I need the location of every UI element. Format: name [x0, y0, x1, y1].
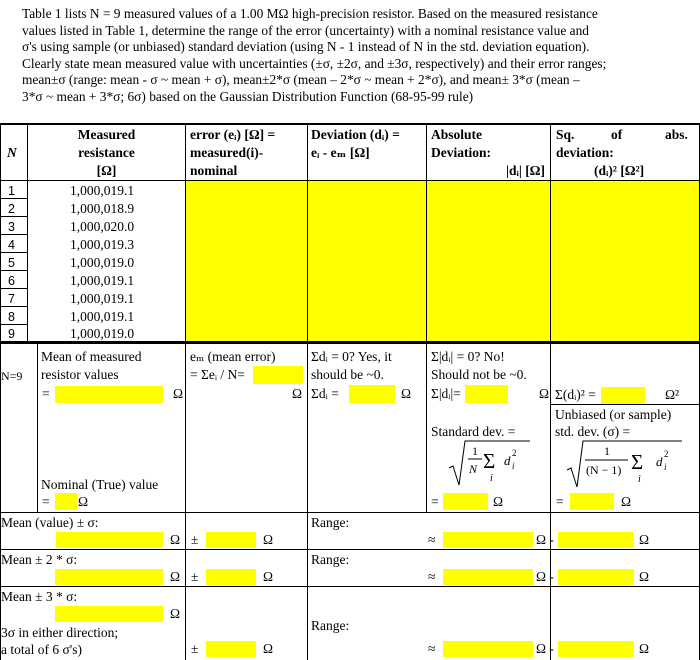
mean-label: resistor values [41, 367, 119, 382]
range-low-1-input[interactable] [443, 532, 533, 548]
col-header-sq-e: (dᵢ)² [Ω²] [594, 163, 645, 178]
2sigma-input[interactable] [206, 569, 256, 585]
ohm-dash: Ω - [536, 641, 554, 656]
formula-sub-i: i [664, 462, 667, 472]
approx-sign: ≈ [428, 641, 436, 656]
ohm-unit: Ω [170, 569, 181, 584]
rule [0, 123, 1, 660]
abs-deviation-cells[interactable] [427, 180, 550, 341]
rule [0, 586, 700, 587]
col-header-deviation [311, 127, 400, 161]
sum-d-label: Σdᵢ = 0? Yes, it [311, 349, 392, 364]
intro-line: values listed in Table 1, determine the range of the error (uncertainty) with a nominal resistance value and [22, 22, 589, 38]
formula-sub-i: i [512, 461, 515, 471]
rule [185, 123, 186, 660]
col-header-absolute [431, 127, 545, 179]
error-cells[interactable] [186, 180, 307, 341]
measurement-table [0, 123, 700, 660]
measured-value: 1,000,019.0 [70, 326, 135, 341]
range-high-1-input[interactable] [558, 532, 634, 548]
intro-line: mean±σ (range: mean - σ ~ mean + σ), mean±2*σ (mean – 2*σ ~ mean + 2*σ), and mean± 3*σ (mean – [22, 72, 580, 88]
intro-line: Clearly state mean measured value with uncertainties (±σ, ±2σ, and ±3σ, respectively) and their error ranges; [22, 55, 607, 71]
rule [37, 341, 38, 512]
sum-abs-d-input[interactable] [465, 385, 508, 403]
rule [0, 512, 700, 513]
col-header-sq-b: of [611, 127, 623, 142]
range-3-note: 3σ in either direction; [1, 625, 119, 640]
ohm-unit: Ω [78, 494, 89, 509]
col-header-line: Deviation (dᵢ) = [311, 127, 400, 142]
row-index: 5 [8, 256, 15, 270]
ohm-unit: Ω [263, 569, 274, 584]
mean-label: Mean of measured [41, 349, 142, 364]
ohm-unit: Ω [170, 532, 181, 547]
col-header-line: nominal [190, 163, 238, 178]
3sigma-input[interactable] [206, 641, 256, 657]
range-low-3-input[interactable] [443, 641, 533, 657]
col-header-line: Deviation: [431, 145, 491, 160]
row-index: 7 [8, 292, 15, 306]
ohm-unit: Ω [493, 494, 504, 509]
std-dev-input[interactable] [443, 493, 488, 510]
sample-std-dev-input[interactable] [570, 493, 614, 510]
approx-sign: ≈ [428, 569, 436, 584]
row-index: 8 [8, 310, 15, 324]
col-header-line: |dᵢ| [Ω] [505, 163, 545, 178]
col-header-line: eᵢ - eₘ [Ω] [311, 145, 370, 160]
range-label: Range: [311, 618, 350, 633]
range-label: Range: [311, 515, 350, 530]
ohm-unit: Ω [263, 641, 274, 656]
col-header-line: Measured [77, 127, 136, 142]
range-1-label: Mean (value) ± σ: [1, 515, 99, 530]
formula-sq: 2 [664, 449, 669, 459]
rule [550, 404, 700, 405]
ohm-unit: Ω [263, 532, 274, 547]
formula-num: 1 [472, 444, 478, 458]
row-index: 6 [8, 274, 15, 288]
measured-value: 1,000,020.0 [70, 219, 135, 234]
row-index: 1 [8, 184, 15, 198]
rule [0, 549, 700, 550]
equals-sign: = [431, 494, 439, 509]
measured-value: 1,000,019.1 [70, 273, 135, 288]
col-header-line: Absolute [431, 127, 483, 142]
ohm-unit: Ω [173, 386, 184, 401]
row-index: 2 [8, 202, 15, 216]
mean-error-label: eₘ (mean error) [190, 349, 276, 364]
unbiased-label: Unbiased (or sample) [555, 407, 672, 422]
formula-d: d [504, 453, 511, 468]
range-high-2-input[interactable] [558, 569, 634, 585]
mean-3sigma-input[interactable] [55, 606, 163, 622]
ohm-unit: Ω [401, 386, 412, 401]
range-label: Range: [311, 552, 350, 567]
measured-value: 1,000,019.0 [70, 255, 135, 270]
sum-abs-label: Σ|dᵢ|= [431, 386, 461, 401]
mean-error-label: = Σeᵢ / N= [190, 367, 245, 382]
col-header-sq-a: Sq. [556, 127, 575, 142]
col-header-error [190, 127, 275, 179]
mean-value-input[interactable] [55, 386, 163, 403]
measured-value: 1,000,019.1 [70, 309, 135, 324]
n-label: N=9 [1, 369, 23, 383]
sum-d-label: should be ~0. [311, 367, 384, 382]
formula-den: (N − 1) [586, 463, 622, 477]
formula-sq: 2 [512, 448, 517, 458]
unbiased-label: std. dev. (σ) = [555, 424, 631, 439]
sum-symbol: Σ [483, 449, 496, 473]
problem-statement [22, 6, 694, 106]
ohm-unit: Ω [639, 569, 650, 584]
sum-abs-label: Should not be ~0. [431, 367, 527, 382]
col-header-line: error (eᵢ) [Ω] = [190, 127, 276, 142]
ohm-unit: Ω [639, 532, 650, 547]
range-3-label: Mean ± 3 * σ: [1, 589, 78, 604]
rule [307, 123, 308, 660]
mean-2sigma-input[interactable] [55, 569, 163, 585]
sum-d-input[interactable] [349, 385, 395, 403]
nominal-label: Nominal (True) value [41, 477, 159, 492]
sum-sq-input[interactable] [601, 387, 645, 405]
rule [0, 180, 700, 181]
ohm-dash: Ω - [536, 569, 554, 584]
equals-sign: = [42, 386, 50, 401]
deviation-cells[interactable] [308, 180, 426, 341]
col-header-sq-d: deviation: [556, 145, 614, 160]
sum-abs-label: Σ|dᵢ| = 0? No! [431, 349, 505, 364]
sq-deviation-cells[interactable] [551, 180, 699, 341]
formula-den: N [469, 462, 478, 476]
sum-sq-label: Σ(dᵢ)² = [555, 387, 596, 402]
equals-sign: = [556, 494, 564, 509]
population-std-dev-formula [448, 439, 532, 489]
sample-std-dev-formula [566, 439, 684, 491]
intro-line: σ's using sample (or unbiased) standard deviation (using N - 1 instead of N in the std. deviation equation). [22, 39, 590, 55]
sum-index: i [638, 474, 641, 485]
ohm-dash: Ω - [536, 532, 554, 547]
row-index: 3 [8, 220, 15, 234]
equals-sign: = [42, 494, 50, 509]
rule [426, 123, 427, 512]
ohm-unit: Ω [639, 641, 650, 656]
intro-line: 3*σ ~ mean + 3*σ; 6σ) based on the Gaussian Distribution Function (68-95-99 rule) [22, 88, 474, 104]
ohm-unit: Ω [292, 386, 303, 401]
ohm-sq-unit: Ω² [665, 387, 680, 402]
sum-index: i [490, 473, 493, 484]
plus-minus: ± [191, 641, 199, 656]
nominal-value-input[interactable] [55, 493, 77, 510]
sigma-input[interactable] [206, 532, 256, 548]
range-high-3-input[interactable] [558, 641, 634, 657]
measured-value: 1,000,019.1 [70, 183, 135, 198]
col-header-line: resistance [78, 145, 135, 160]
ohm-unit: Ω [170, 606, 181, 621]
range-2-label: Mean ± 2 * σ: [1, 552, 78, 567]
plus-minus: ± [191, 532, 199, 547]
row-index: 4 [8, 238, 15, 252]
std-dev-label: Standard dev. = [431, 424, 516, 439]
col-header-sq-c: abs. [665, 127, 688, 142]
measured-value: 1,000,018.9 [70, 201, 135, 216]
col-header-line: measured(i)- [190, 145, 264, 160]
sum-symbol: Σ [631, 450, 644, 474]
intro-line: Table 1 lists N = 9 measured values of a 1.00 MΩ high-precision resistor. Based on the measured resistance [22, 6, 598, 21]
mean-error-input[interactable] [253, 366, 303, 384]
measured-value: 1,000,019.1 [70, 291, 135, 306]
rule [0, 123, 700, 125]
formula-d: d [656, 454, 663, 469]
ohm-unit: Ω [539, 386, 550, 401]
approx-sign: ≈ [428, 532, 436, 547]
plus-minus: ± [191, 569, 199, 584]
measured-value: 1,000,019.3 [70, 237, 135, 252]
range-3-note: a total of 6 σ's) [1, 642, 82, 657]
sum-d-label: Σdᵢ = [311, 386, 339, 401]
col-header-n: N [7, 145, 17, 160]
mean-sigma-input[interactable] [56, 532, 163, 548]
col-header-measured [28, 127, 185, 179]
formula-num: 1 [604, 444, 610, 458]
range-low-2-input[interactable] [443, 569, 533, 585]
ohm-unit: Ω [621, 494, 632, 509]
col-header-line: [Ω] [96, 163, 117, 178]
row-index: 9 [8, 327, 15, 341]
